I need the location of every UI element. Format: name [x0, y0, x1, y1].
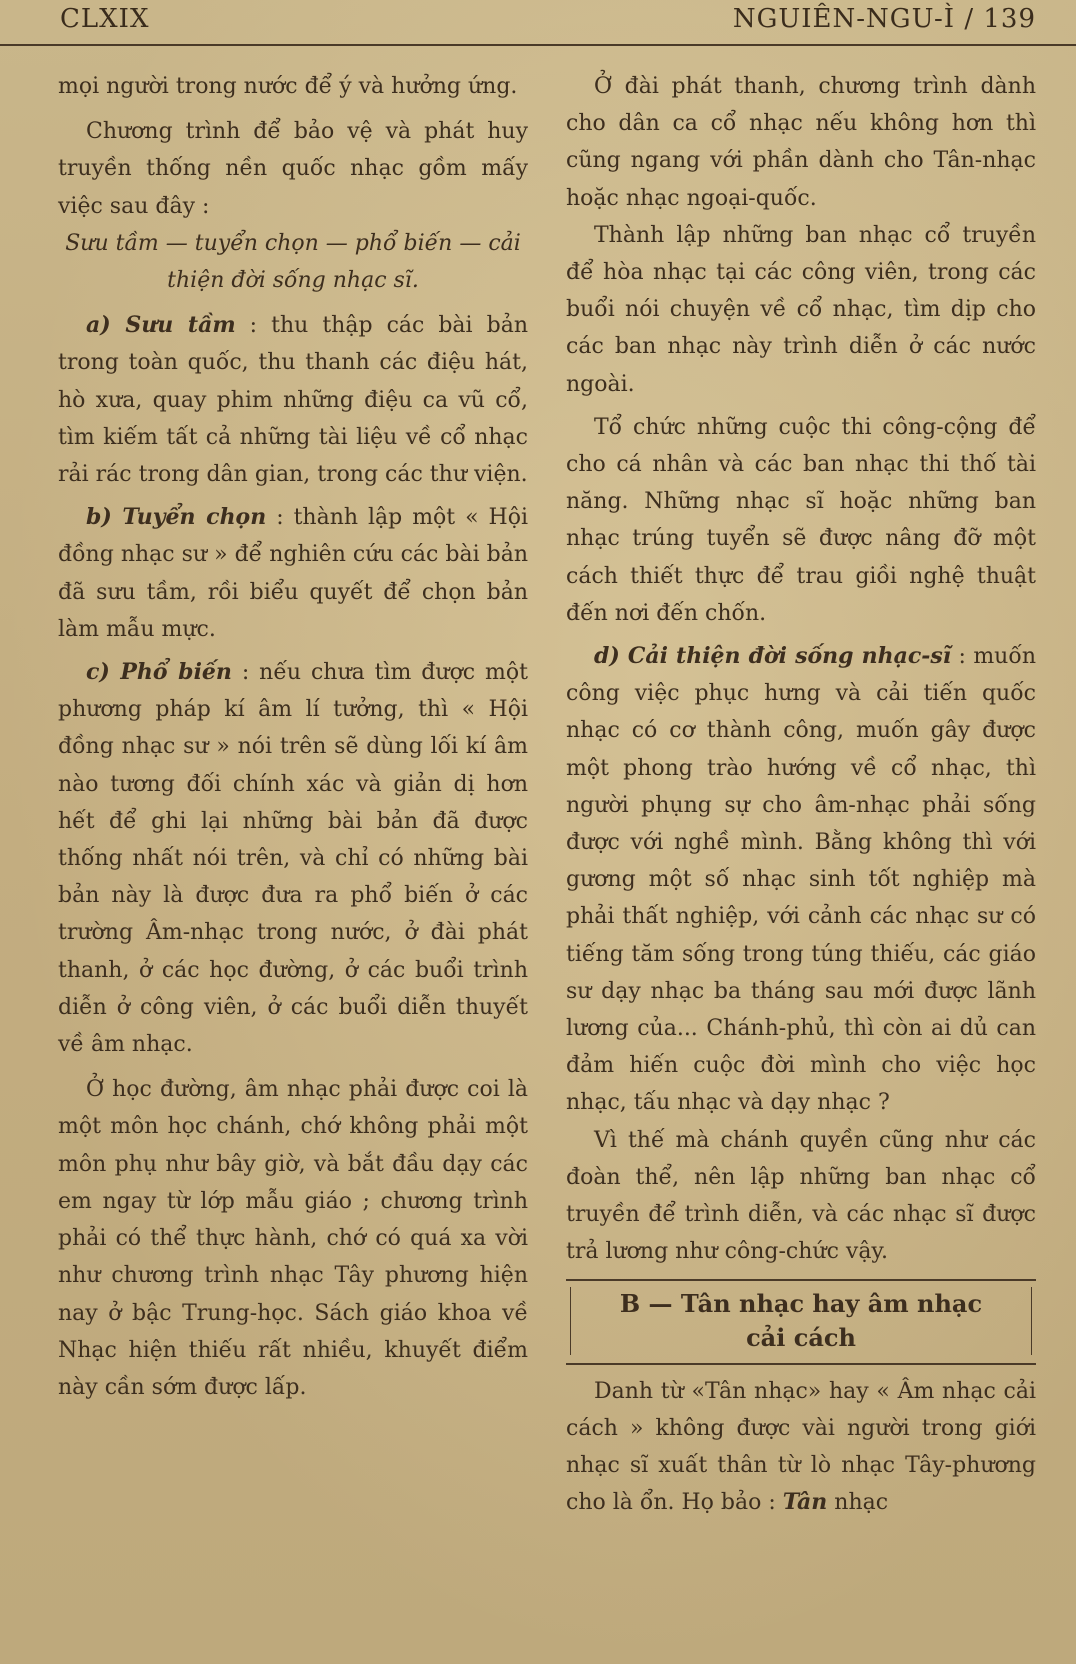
journal-title-page-number: NGUIÊN-NGU-Ì / 139 — [732, 4, 1036, 34]
section-heading-line-1: B — Tân nhạc hay âm nhạc — [619, 1288, 983, 1318]
section-b-label: b) Tuyển chọn — [86, 504, 267, 531]
section-b — [58, 499, 528, 648]
paragraph: Ở học đường, âm nhạc phải được coi là một môn học chánh, chớ không phải một môn phụ như bây giờ, và bắt đầu dạy các em ngay từ lớp mẫu giáo ; chương trình phải có thể thực hành, chớ có quá xa vời như chương trình nhạc Tây phương hiện nay ở bậc Trung-học. Sách giáo khoa về Nhạc hiện thiếu rất nhiều, khuyết điểm này cần sớm được lấp. — [58, 1077, 528, 1400]
section-heading-box — [566, 1279, 1036, 1365]
section-number: CLXIX — [60, 4, 150, 34]
paragraph-start: Danh từ «Tân nhạc» hay « Âm nhạc cải cách » không được vài người trong giới nhạc sĩ xuất thân từ lò nhạc Tây-phương cho là ổn. Họ bảo : — [566, 1378, 1036, 1516]
program-list: Sưu tầm — tuyển chọn — phổ biến — cải thiện đời sống nhạc sĩ. — [65, 230, 521, 294]
section-c — [58, 654, 528, 1063]
section-a-text: : thu thập các bài bản trong toàn quốc, thu thanh các điệu hát, hò xưa, quay phim những điệu ca vũ cổ, tìm kiếm tất cả những tài liệu về cổ nhạc rải rác trong dân gian, trong các thư viện. — [58, 313, 528, 488]
section-c-label: c) Phổ biến — [86, 659, 232, 686]
paragraph: Chương trình để bảo vệ và phát huy truyền thống nền quốc nhạc gồm mấy việc sau đây : — [58, 119, 528, 219]
section-heading-line-2: cải cách — [746, 1322, 856, 1352]
section-d-text: : muốn công việc phục hưng và cải tiến quốc nhạc có cơ thành công, muốn gây được một phong trào hướng về cổ nhạc, thì người phụng sự cho âm-nhạc phải sống được với nghề mình. Bằng không thì với gương một số nhạc sinh tốt nghiệp mà phải thất nghiệp, với cảnh các nhạc sư có tiếng tăm sống trong túng thiếu, các giáo sư dạy nhạc ba tháng sau mới được lãnh lương của... Chánh-phủ, thì còn ai dủ can đảm hiến cuộc đời mình cho việc học nhạc, tấu nhạc và dạy nhạc ? — [566, 644, 1036, 1116]
paragraph: Thành lập những ban nhạc cổ truyền để hòa nhạc tại các công viên, trong các buổi nói chuyện về cổ nhạc, tìm dịp cho các ban nhạc này trình diễn ở các nước ngoài. — [566, 222, 1036, 397]
paragraph: Ở đài phát thanh, chương trình dành cho dân ca cổ nhạc nếu không hơn thì cũng ngang với phần dành cho Tân-nhạc hoặc nhạc ngoại-quốc. — [566, 74, 1036, 211]
section-c-text: : nếu chưa tìm được một phương pháp kí âm lí tưởng, thì « Hội đồng nhạc sư » nói trên sẽ dùng lối kí âm nào tương đối chính xác và giản dị hơn hết để ghi lại những bài bản đã được thống nhất nói trên, và chỉ có những bài bản này là được đưa ra phổ biến ở các trường Âm-nhạc trong nước, ở đài phát thanh, ở các học đường, ở các buổi trình diễn ở công viên, ở các buổi diễn thuyết về âm nhạc. — [58, 660, 528, 1058]
paragraph: Vì thế mà chánh quyền cũng như các đoàn thể, nên lập những ban nhạc cổ truyền để trình diễn, và các nhạc sĩ được trả lương như công-chức vậy. — [566, 1127, 1036, 1265]
section-b-text: : thành lập một « Hội đồng nhạc sư » để nghiên cứu các bài bản đã sưu tầm, rồi biểu quyết để chọn bản làm mẫu mực. — [58, 505, 528, 642]
section-heading — [570, 1287, 1032, 1355]
paragraph: mọi người trong nước để ý và hưởng ứng. — [58, 74, 518, 99]
section-a-label: a) Sưu tầm — [86, 312, 236, 339]
section-d — [566, 638, 1036, 1122]
paragraph: Tổ chức những cuộc thi công-cộng để cho cá nhân và các ban nhạc thi thố tài năng. Những nhạc sĩ hoặc những ban nhạc trúng tuyển sẽ được nâng đỡ một cách thiết thực để trau giồi nghệ thuật đến nơi đến chốn. — [566, 414, 1036, 626]
section-d-label: d) Cải thiện đời sống nhạc-sĩ — [594, 643, 952, 670]
left-column — [58, 68, 528, 1406]
right-column — [566, 68, 1036, 1521]
paragraph-italic-word: Tân — [782, 1489, 828, 1516]
page-header — [0, 0, 1076, 46]
paragraph-end: nhạc — [834, 1490, 889, 1516]
paragraph — [566, 1373, 1036, 1522]
section-a — [58, 307, 528, 493]
